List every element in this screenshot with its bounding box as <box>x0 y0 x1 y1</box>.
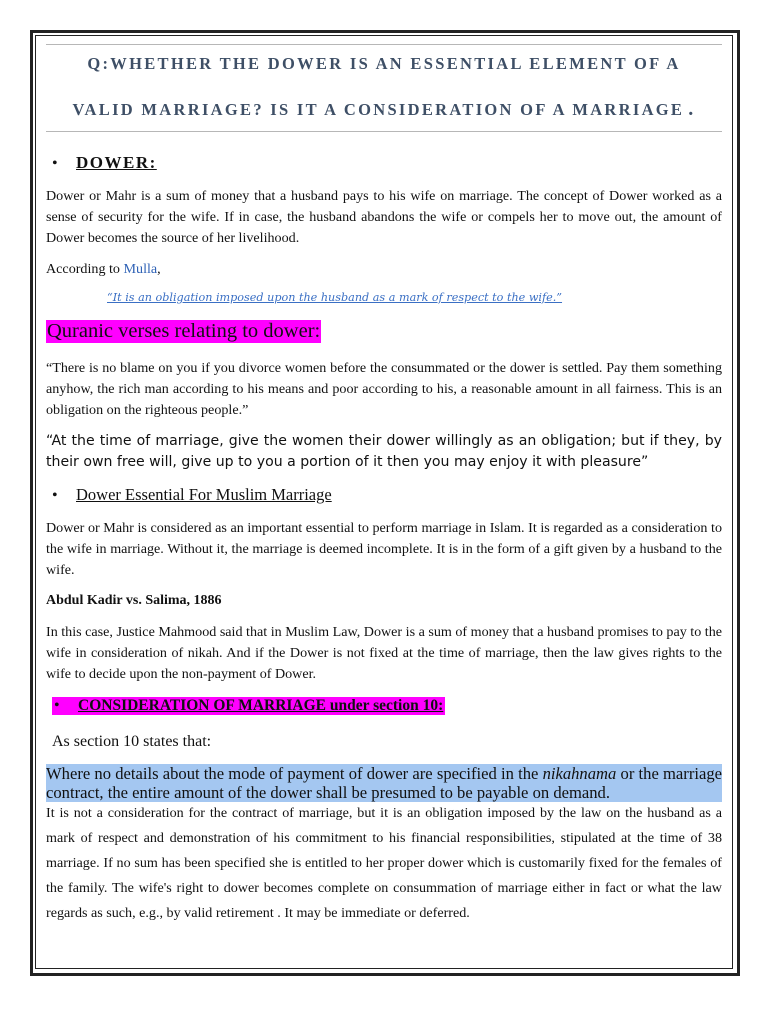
highlight-before: Where no details about the mode of payment of dower are specified in the <box>46 764 543 783</box>
bullet: • <box>54 697 60 714</box>
consideration-heading-row <box>52 697 445 715</box>
section-10-highlight <box>46 764 722 802</box>
section-10-intro: As section 10 states that: <box>52 733 212 750</box>
title-rule <box>46 131 722 132</box>
highlight-after: or the marriage contract, the entire amount of the dower shall be presumed to be payable on demand. <box>46 764 722 802</box>
dower-heading-row <box>52 153 157 173</box>
according-prefix: According to <box>46 261 124 277</box>
according-line <box>46 259 722 280</box>
mulla-link[interactable]: Mulla <box>123 261 158 277</box>
nikahnama-term: nikahnama <box>542 764 617 783</box>
quranic-verse-2: “At the time of marriage, give the women their dower willingly as an obligation; but if they, by their own free will, give up to you a portion of it then you may enjoy it with pleasure” <box>46 433 722 470</box>
according-suffix: , <box>157 261 161 277</box>
title-line-2 <box>46 98 722 121</box>
dower-paragraph: Dower or Mahr is a sum of money that a husband pays to his wife on marriage. The concept of Dower worked as a sense of security for the wife. If in case, the husband abandons the wife or compels her to move out, the amount of Dower becomes the source of her livelihood. <box>46 188 722 246</box>
quranic-verse-1: “There is no blame on you if you divorce women before the consummated or the dower is settled. Pay them something anyhow, the rich man according to his means and poor according to his, a reasonable amount in all fairness. This is an obligation on the righteous people.” <box>46 360 722 418</box>
consideration-highlight <box>52 697 445 715</box>
essential-heading: Dower Essential For Muslim Marriage <box>76 485 332 504</box>
consideration-heading: CONSIDERATION OF MARRIAGE under section 10: <box>78 697 444 714</box>
title-period: . <box>688 98 696 120</box>
bullet: • <box>52 155 58 172</box>
case-title: Abdul Kadir vs. Salima, 1886 <box>46 593 222 608</box>
dower-heading: DOWER: <box>76 153 157 172</box>
title-line-1: Q:WHETHER THE DOWER IS AN ESSENTIAL ELEMENT OF A <box>87 54 681 73</box>
bullet: • <box>52 487 58 504</box>
title-line-2-text: VALID MARRIAGE? IS IT A CONSIDERATION OF A MARRIAGE <box>72 100 685 119</box>
consideration-paragraph: It is not a consideration for the contract of marriage, but it is an obligation imposed by the law on the husband as a mark of respect and demonstration of his commitment to his financial responsibilities, stipulated at the time of 38 marriage. If no sum has been specified she is entitled to her proper dower which is customarily fixed for the females of the family. The wife's right to dower becomes complete on consummation of marriage either in fact or what the law regards as such, e.g., by valid retirement . It may be immediate or deferred. <box>46 805 722 921</box>
essential-heading-row <box>52 485 332 505</box>
quranic-heading: Quranic verses relating to dower: <box>47 320 321 342</box>
case-paragraph: In this case, Justice Mahmood said that in Muslim Law, Dower is a sum of money that a husband promises to pay to the wife in consideration of nikah. And if the Dower is not fixed at the time of marriage, then the law gives rights to the wife to decide upon the non-payment of Dower. <box>46 624 722 682</box>
essential-paragraph: Dower or Mahr is considered as an important essential to perform marriage in Islam. It is regarded as a consideration to the wife in marriage. Without it, the marriage is deemed incomplete. It is in the form of a gift given by a husband to the wife. <box>46 520 722 578</box>
top-rule <box>46 44 722 45</box>
mulla-quote[interactable]: “It is an obligation imposed upon the husband as a mark of respect to the wife.” <box>107 291 563 304</box>
